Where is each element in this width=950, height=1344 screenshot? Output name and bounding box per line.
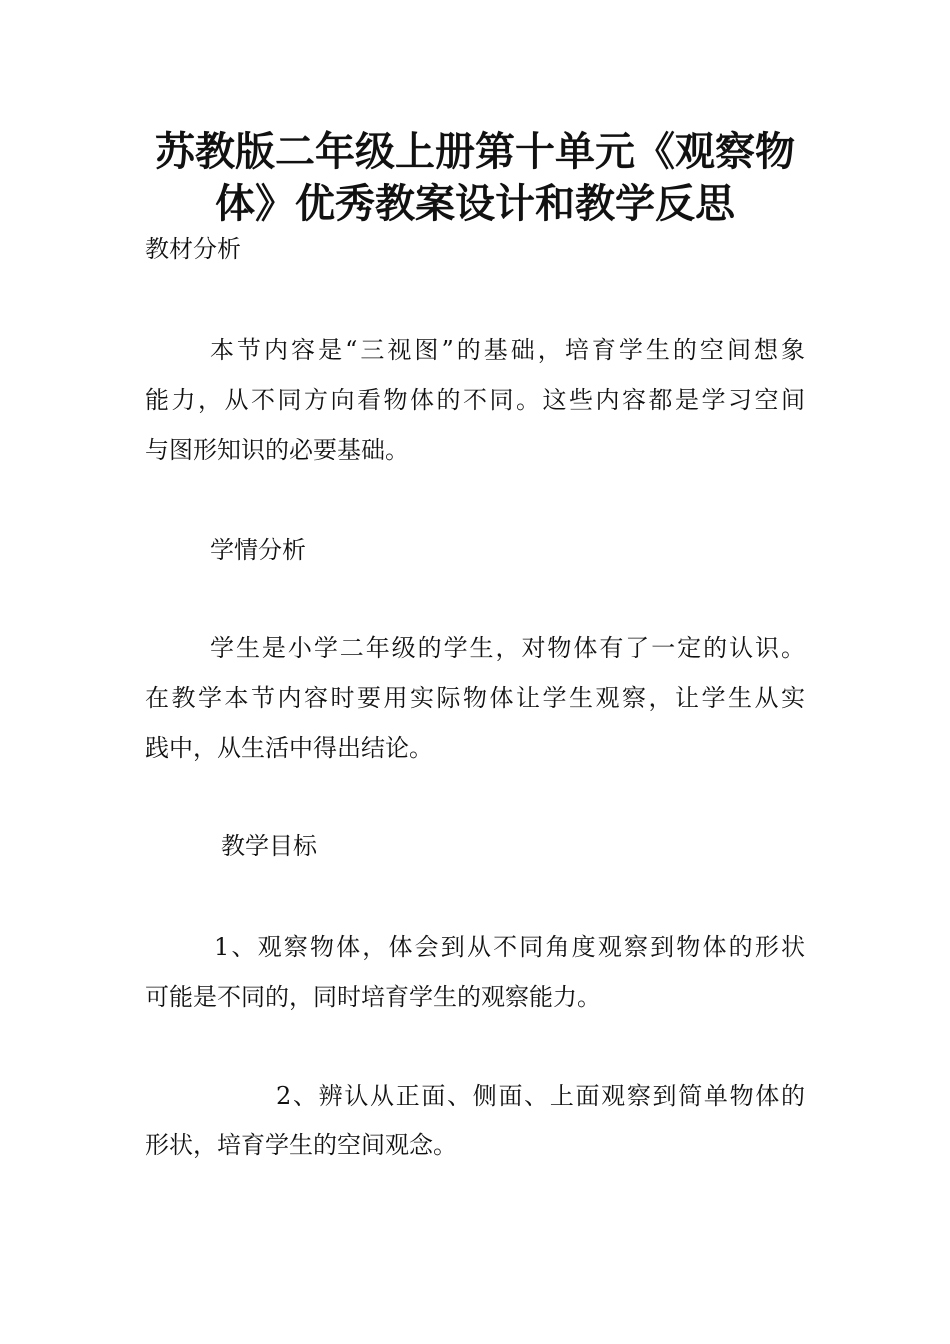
document-title-line-2: 体》优秀教案设计和教学反思 — [215, 181, 735, 227]
goal-1-line-2: 可能是不同的，同时培育学生的观察能力。 — [145, 983, 601, 1011]
paragraph-2-line-2: 在教学本节内容时要用实际物体让学生观察，让学生从实 — [145, 684, 805, 712]
paragraph-2-line-1: 学生是小学二年级的学生，对物体有了一定的认识。 — [210, 634, 805, 662]
paragraph-2-line-3: 践中，从生活中得出结论。 — [145, 734, 433, 762]
paragraph-1-line-2: 能力，从不同方向看物体的不同。这些内容都是学习空间 — [145, 386, 805, 414]
goal-2-line-1: 2、辨认从正面、侧面、上面观察到简单物体的 — [276, 1082, 805, 1110]
goal-2-line-2: 形状，培育学生的空间观念。 — [145, 1131, 457, 1159]
section-heading-teaching-goals: 教学目标 — [221, 832, 317, 860]
paragraph-1-line-3: 与图形知识的必要基础。 — [145, 436, 409, 464]
goal-1-line-1: 1、观察物体，体会到从不同角度观察到物体的形状 — [214, 933, 805, 961]
section-heading-material-analysis: 教材分析 — [145, 235, 241, 263]
paragraph-1-line-1: 本节内容是“三视图”的基础，培育学生的空间想象 — [210, 336, 805, 364]
document-title-line-1: 苏教版二年级上册第十单元《观察物 — [155, 129, 795, 175]
section-heading-student-analysis: 学情分析 — [210, 536, 306, 564]
